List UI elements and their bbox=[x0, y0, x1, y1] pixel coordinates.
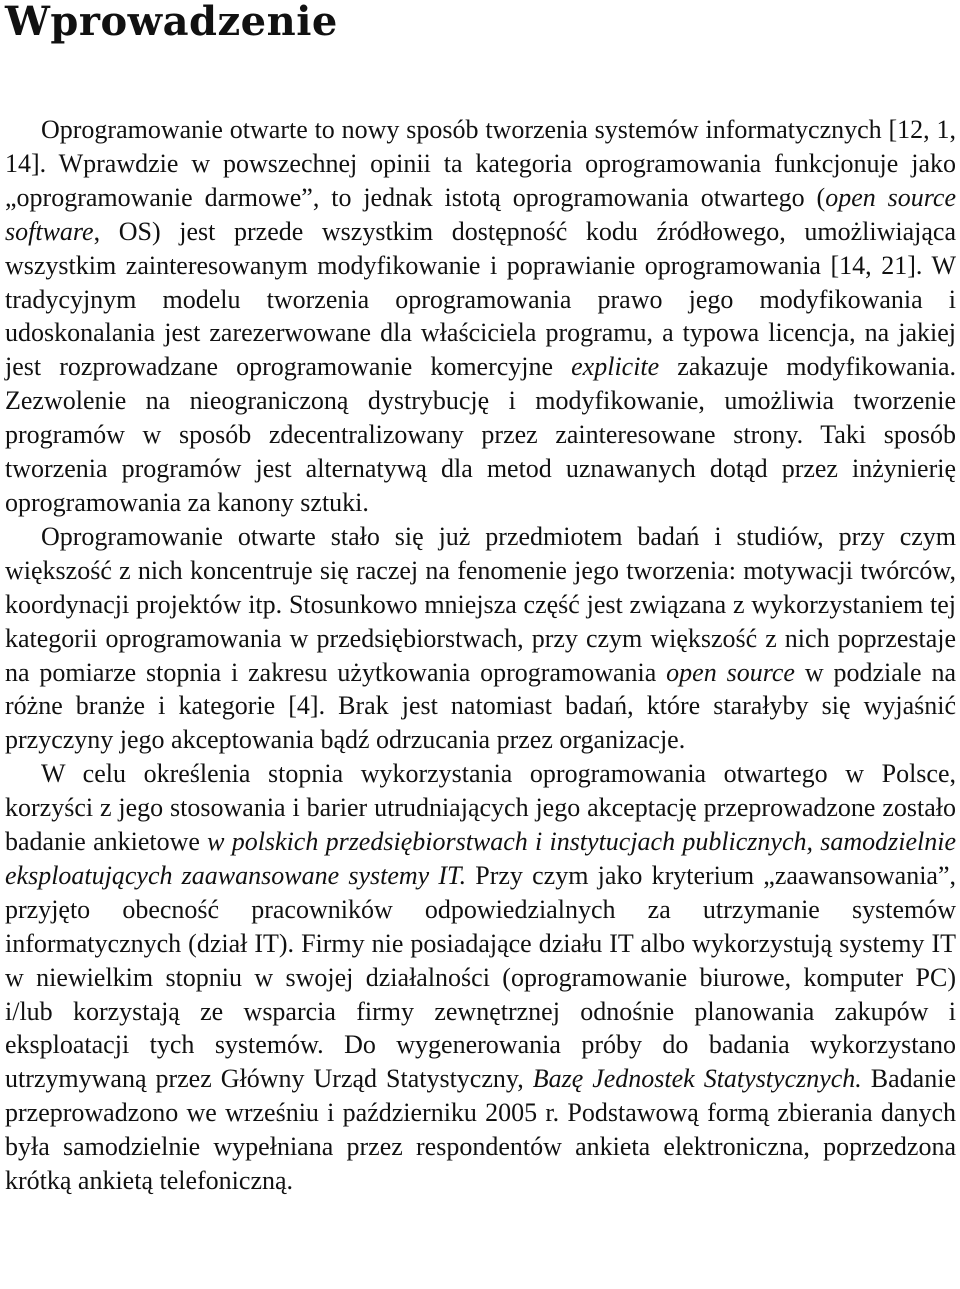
text-run: , OS) jest przede wszystkim dostępność kodu źródłowego, umożliwiająca wszystkim zainteresowanym modyfikowanie i poprawianie oprogramowania [14, 21]. W tradycyjnym modelu tworzenia oprogramowania prawo jego modyfikowania i udoskonalania jest zarezerwowane dla właściciela programu, a typowa licencja, na jakiej jest rozprowadzane oprogramowanie komercyjne bbox=[5, 216, 956, 382]
text-run: Badanie przeprowadzono we wrześniu i październiku 2005 r. Podstawową formą zbierania danych była samodzielnie wypełniana przez respondentów ankieta elektroniczna, poprzedzona krótką ankietą telefoniczną. bbox=[5, 1064, 956, 1196]
text-run: w podziale na różne branże i kategorie [4]. Brak jest natomiast badań, które starałyby się wyjaśnić przyczyny jego akceptowania bądź odrzucania przez organizacje. bbox=[5, 657, 956, 755]
paragraph-2 bbox=[5, 520, 956, 757]
document-body bbox=[5, 113, 956, 1198]
italic-term: open source bbox=[666, 657, 795, 687]
text-run: W celu określenia stopnia wykorzystania oprogramowania otwartego w Polsce, korzyści z jego stosowania i barier utrudniających jego akceptację przeprowadzone zostało badanie ankietowe bbox=[5, 759, 956, 857]
text-run: zakazuje modyfikowania. Zezwolenie na nieograniczoną dystrybucję i modyfikowanie, umożliwia tworzenie programów w sposób zdecentralizowany przez zainteresowane strony. Taki sposób tworzenia programów jest alternatywą dla metod uznawanych dotąd przez inżynierię oprogramowania za kanony sztuki. bbox=[5, 352, 956, 517]
text-run: Przy czym jako kryterium „zaawansowania”, przyjęto obecność pracowników odpowiedzialnych za utrzymanie systemów informatycznych (dział IT). Firmy nie posiadające działu IT albo wykorzystują systemy IT w niewielkim stopniu w swojej działalności (oprogramowanie biurowe, komputer PC) i/lub korzystają ze wsparcia firmy zewnętrznej odnośnie planowania zakupów i eksploatacji tych systemów. Do wygenerowania próby do badania wykorzystano utrzymywaną przez Główny Urząd Statystyczny, bbox=[5, 860, 957, 1094]
paragraph-3 bbox=[5, 757, 956, 1198]
italic-term: explicite bbox=[571, 352, 660, 382]
text-run: Oprogramowanie otwarte stało się już przedmiotem badań i studiów, przy czym większość z nich koncentruje się raczej na fenomenie jego tworzenia: motywacji twórców, koordynacji projektów itp. Stosunkowo mniejsza część jest związana z wykorzystaniem tej kategorii oprogramowania w przedsiębiorstwach, przy czym większość z nich poprzestaje na pomiarze stopnia i zakresu użytkowania oprogramowania bbox=[5, 521, 956, 687]
section-heading: Wprowadzenie bbox=[5, 0, 338, 45]
italic-term: Bazę Jednostek Statystycznych. bbox=[532, 1064, 862, 1094]
italic-phrase: w polskich przedsiębiorstwach i instytucjach publicznych, samodzielnie eksploatujących zaawansowane systemy IT. bbox=[5, 827, 956, 890]
text-run: Oprogramowanie otwarte to nowy sposób tworzenia systemów informatycznych [12, 1, 14]. Wprawdzie w powszechnej opinii ta kategoria oprogramowania funkcjonuje jako „oprogramowanie darmowe”, to jednak istotą oprogramowania otwartego ( bbox=[5, 115, 956, 212]
italic-term: open source software bbox=[5, 182, 956, 246]
paragraph-1 bbox=[5, 113, 956, 520]
